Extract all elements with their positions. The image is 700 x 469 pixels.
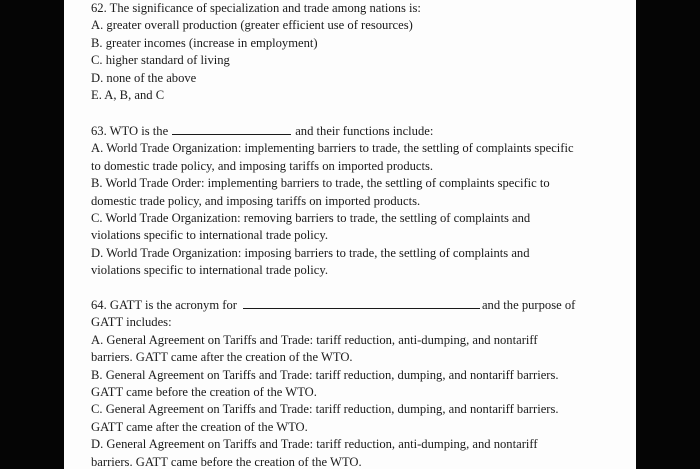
question-62-option-d: D. none of the above (91, 70, 197, 85)
question-63-option-b-line1: B. World Trade Order: implementing barriers to trade, the settling of complaints specific to (91, 176, 550, 191)
question-64-option-b-line2: GATT came before the creation of the WTO. (91, 385, 317, 400)
question-63-option-d-line2: violations specific to international trade policy. (91, 263, 328, 278)
question-64-option-d-line1: D. General Agreement on Tariffs and Trade: tariff reduction, anti-dumping, and nontariff (91, 437, 538, 452)
question-64-option-d-line2: barriers. GATT came before the creation of the WTO. (91, 454, 362, 469)
question-64-option-a-line1: A. General Agreement on Tariffs and Trade: tariff reduction, anti-dumping, and nontariff (91, 332, 538, 347)
question-63 (91, 122, 636, 280)
question-63-option-c-line1: C. World Trade Organization: removing barriers to trade, the settling of complaints and (91, 211, 531, 226)
question-63-stem-before: 63. WTO is the (91, 124, 169, 138)
answer-blank (172, 122, 291, 135)
question-63-option-c-line2: violations specific to international trade policy. (91, 228, 328, 243)
question-64-option-b-line1: B. General Agreement on Tariffs and Trade: tariff reduction, dumping, and nontariff barriers. (91, 367, 559, 382)
question-63-option-a-line2: to domestic trade policy, and imposing tariffs on imported products. (91, 158, 434, 173)
question-64-stem-line2: GATT includes: (91, 315, 172, 330)
question-62 (91, 0, 636, 104)
question-63-option-d-line1: D. World Trade Organization: imposing barriers to trade, the settling of complaints and (91, 245, 530, 260)
question-62-option-b: B. greater incomes (increase in employment) (91, 35, 318, 50)
question-62-option-a: A. greater overall production (greater efficient use of resources) (91, 18, 413, 33)
question-64-option-a-line2: barriers. GATT came after the creation of the WTO. (91, 350, 353, 365)
question-63-stem (91, 122, 636, 140)
right-black-border (636, 0, 700, 469)
left-black-border (0, 0, 64, 469)
question-64-stem-after: and the purpose of (481, 298, 576, 312)
question-62-stem: 62. The significance of specialization and trade among nations is: (91, 1, 421, 15)
answer-blank (243, 296, 480, 309)
question-62-option-c: C. higher standard of living (91, 53, 230, 68)
question-63-option-b-line2: domestic trade policy, and imposing tariffs on imported products. (91, 193, 421, 208)
question-64 (91, 296, 636, 469)
question-64-option-c-line1: C. General Agreement on Tariffs and Trade: tariff reduction, dumping, and nontariff barriers. (91, 402, 559, 417)
document-page (64, 0, 636, 469)
question-62-option-e: E. A, B, and C (91, 88, 165, 103)
question-64-stem-before: 64. GATT is the acronym for (91, 298, 237, 312)
question-63-option-a-line1: A. World Trade Organization: implementing barriers to trade, the settling of complaints specific (91, 141, 574, 156)
question-64-option-c-line2: GATT came after the creation of the WTO. (91, 419, 308, 434)
question-64-stem (91, 296, 636, 314)
question-63-stem-after: and their functions include: (295, 124, 434, 138)
